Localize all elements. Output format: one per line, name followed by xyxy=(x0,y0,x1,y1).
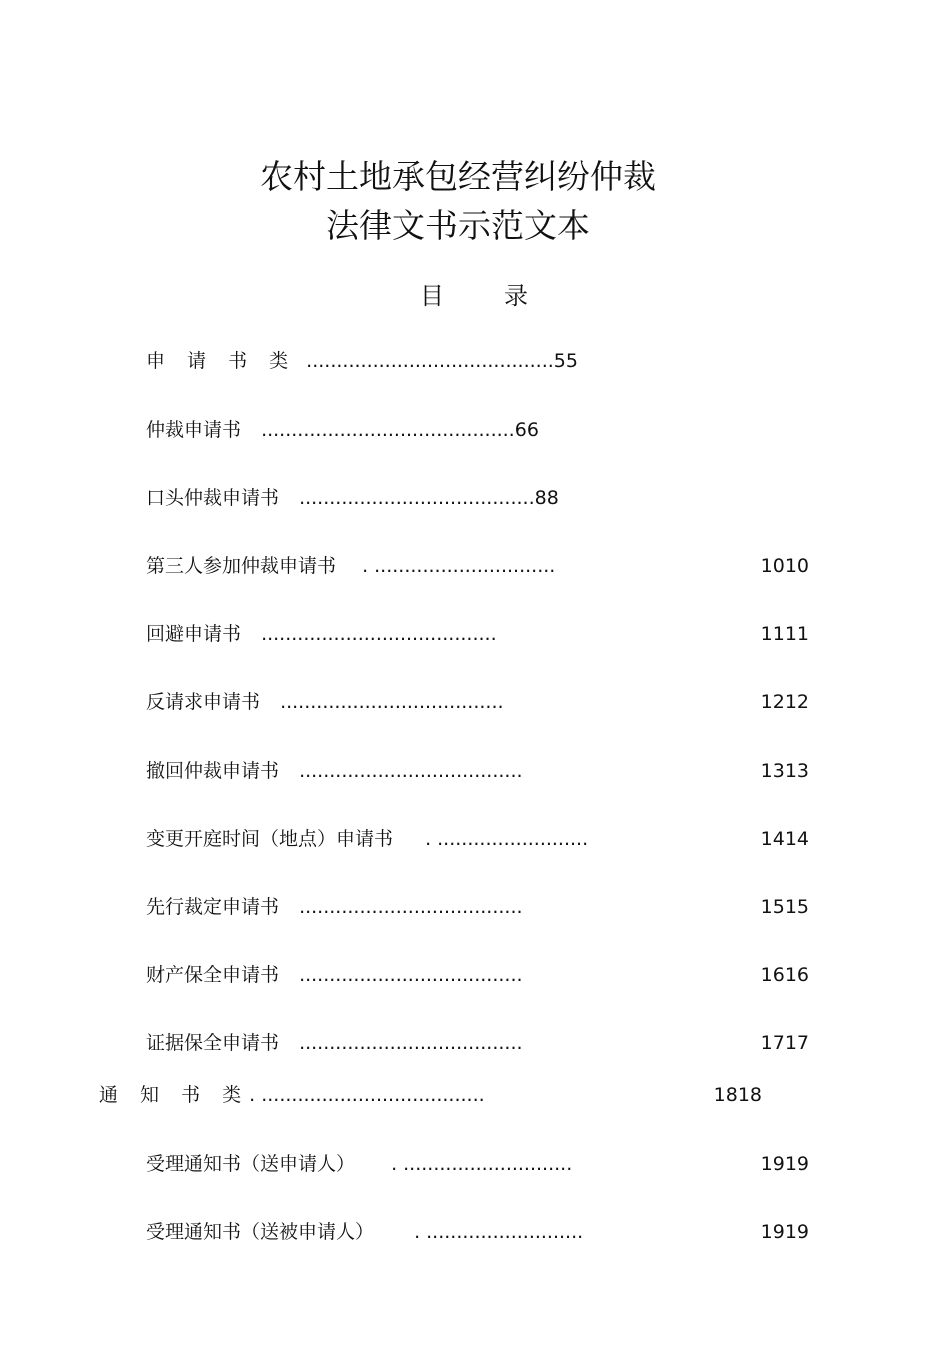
toc-entry-label: 回避申请书 xyxy=(146,623,242,645)
toc-entry-page: 1313 xyxy=(760,760,809,782)
toc-entry-leader: . ..................................... xyxy=(249,1084,485,1106)
toc-entry-label: 撤回仲裁申请书 xyxy=(146,760,280,782)
toc-entry-label: 第三人参加仲裁申请书 xyxy=(146,555,337,577)
toc-entry-label: 受理通知书（送被申请人） xyxy=(146,1221,375,1243)
toc-entry xyxy=(146,1220,583,1244)
toc-entry-leader: . .............................. xyxy=(362,555,556,577)
toc-entry-page: 66 xyxy=(514,419,539,441)
toc-entry xyxy=(146,418,539,442)
toc-entry xyxy=(146,622,497,646)
toc-entry-page: 1717 xyxy=(760,1032,809,1054)
toc-entry-label: 变更开庭时间（地点）申请书 xyxy=(146,828,394,850)
toc-entry xyxy=(146,895,523,919)
toc-entry-label: 证据保全申请书 xyxy=(146,1032,280,1054)
document-title-line1: 农村土地承包经营纠纷仲裁 xyxy=(260,157,656,196)
toc-entry-leader: ..................................... xyxy=(299,1032,523,1054)
toc-section xyxy=(99,1083,485,1107)
toc-entry-page: 1010 xyxy=(760,555,809,577)
toc-entry-page: 1212 xyxy=(760,691,809,713)
toc-entry xyxy=(146,690,504,714)
toc-entry-page: 1818 xyxy=(713,1084,762,1106)
toc-entry xyxy=(146,1152,572,1176)
toc-entry-leader: ..................................... xyxy=(299,760,523,782)
toc-entry-leader: ..................................... xyxy=(299,896,523,918)
toc-entry-page: 1414 xyxy=(760,828,809,850)
toc-entry xyxy=(146,554,555,578)
toc-entry-leader: ....................................... xyxy=(261,623,497,645)
toc-entry xyxy=(146,827,588,851)
toc-entry-label: 财产保全申请书 xyxy=(146,964,280,986)
toc-heading: 目录 xyxy=(420,282,588,310)
toc-entry-page: 88 xyxy=(534,487,559,509)
toc-entry-leader: .......................................... xyxy=(261,419,515,441)
toc-entry-label: 仲裁申请书 xyxy=(146,419,242,441)
toc-entry-label: 反请求申请书 xyxy=(146,691,261,713)
toc-entry-page: 1111 xyxy=(760,623,809,645)
toc-entry-page: 1919 xyxy=(760,1221,809,1243)
toc-entry-label: 口头仲裁申请书 xyxy=(146,487,280,509)
toc-entry-leader: . ......................... xyxy=(425,828,589,850)
toc-entry-leader: ......................................... xyxy=(306,350,554,372)
toc-entry-page: 1515 xyxy=(760,896,809,918)
toc-entry-label: 受理通知书（送申请人） xyxy=(146,1153,356,1175)
toc-entry-leader: . ............................ xyxy=(391,1153,573,1175)
toc-entry-leader: . .......................... xyxy=(414,1221,584,1243)
toc-entry-page: 1616 xyxy=(760,964,809,986)
toc-entry-leader: ....................................... xyxy=(299,487,535,509)
toc-entry-label: 先行裁定申请书 xyxy=(146,896,280,918)
toc-entry-label: 申 请 书 类 xyxy=(146,350,297,372)
document-title-line2: 法律文书示范文本 xyxy=(326,206,590,245)
toc-entry xyxy=(146,1031,523,1055)
toc-entry-page: 1919 xyxy=(760,1153,809,1175)
toc-entry-leader: ..................................... xyxy=(299,964,523,986)
toc-entry-page: 55 xyxy=(553,350,578,372)
toc-entry xyxy=(146,349,578,373)
toc-entry xyxy=(146,759,523,783)
toc-entry-leader: ..................................... xyxy=(280,691,504,713)
toc-entry-label: 通 知 书 类 xyxy=(99,1084,250,1106)
toc-entry xyxy=(146,963,523,987)
toc-entry xyxy=(146,486,559,510)
